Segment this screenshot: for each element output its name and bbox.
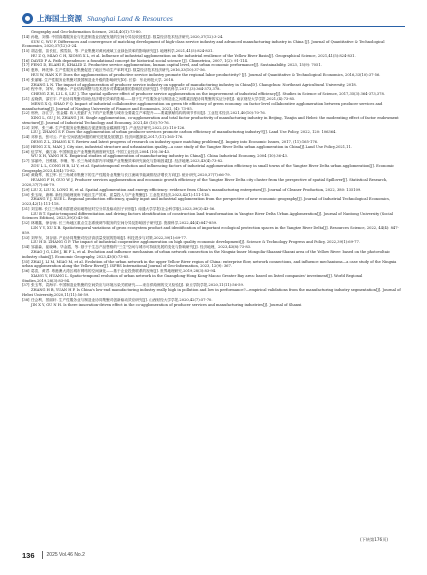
- reference-text: 程中华，刘军，李廉水. 产业结构调整与技术进步对雾霾减排的影响效应研究[J]. 中国软科学,2017,(3):364-373,378.: [31, 87, 221, 92]
- reference-text: 邹嘉森，崔晓峰，毕金霞，等. 基于于生态产品售格的"三生"空间与城市可持续发展的变化与影响研究[J]. 经济地理，2023,43(8):73-83.: [31, 245, 252, 250]
- reference-text: MENG X Q, SHAO F Q. Impact of industrial collaborative agglomeration on green tfe efficiency of green economy: on factor level collaborative agglomeration between producer services and manufacturing[J]. Journal of Nanjing University of Finance and Economics, 2021, (4): 73-85.: [22, 101, 383, 111]
- reference-text: 任会利，蔡丽轩. 生产性服务业与制造业协同集聚对创新驱动效应研究[J]. 山西财经大学学报,2020,42(7):57-70.: [31, 297, 213, 302]
- reference-number: [33]: [22, 235, 30, 240]
- footer-divider: [42, 551, 43, 559]
- reference-text: 刘宝琳. 长江三角城市群建设用地特征时空分异及驱动因子识别[J]. 南通大学学报(社会科学版),2023,39(3):43-56.: [31, 206, 216, 211]
- journal-logo-icon: [22, 13, 33, 24]
- reference-text: HENG Z X, MAN J. City size, industrial structure and urbanization quality—a case study of the Yangtze River Delta urban agglomeration in China[J].Land Use Policy,2021,11.: [31, 144, 352, 149]
- reference-number: [20]: [22, 87, 30, 92]
- reference-list: [22, 30, 405, 307]
- reference-text: ZHANG H B, YUAN H P. Is China's low-end manufacturing industry really high in pollution and low in performance?—empirical validations from the manufacturing industry segmentation[J]. Journal of Hebei University,2020,11(11):56-59.: [22, 288, 401, 297]
- reference-number: [18]: [22, 68, 30, 73]
- reference-entry: [22, 303, 405, 308]
- reference-text: FENG D, ELAHI E, KHALID Z. Productive service agglomeration, human capital level, and urban economic performance[J]. Sustainability, 2023, 15(9): 7051.: [31, 63, 322, 68]
- journal-title-cn: 上海国土资源: [37, 13, 82, 23]
- reference-text: 张玉琛，唐琳. 新经济地理视角下地区生产效率、质量投入与产业集聚[J]. 工业技术经济,2023,42(1):111-118.: [31, 192, 210, 197]
- reference-number: [19]: [22, 77, 30, 82]
- reference-number: [38]: [22, 297, 30, 302]
- reference-text: 惠炜，韩先锋. 生产性服务业集聚促进了地区劳动生产率吗?[J]. 数量经济技术经济研究,2016,33(10):37-56.: [31, 68, 206, 73]
- reference-entry: [22, 250, 405, 260]
- reference-text: LIU H D. ZHANG G P. The impact of industrial cooperative agglomeration on high quality economic development[J]. Science & Technology Progress and Policy, 2022,39(1):69-77.: [31, 240, 360, 245]
- reference-number: [21]: [22, 96, 30, 101]
- reference-number: [35]: [22, 259, 30, 264]
- reference-text: 邹丽玲，吕维娜，李珊，等. 长三角城市群内半城镇产业集聚效率研究演化与影响因素[J]. 经济地理,2023,43(4):73-82.: [31, 159, 224, 164]
- reference-entry: [22, 164, 405, 174]
- reference-entry: [22, 212, 405, 222]
- reference-entry: [22, 197, 405, 207]
- reference-text: 刘军，张三峰. 生产性服务业集聚能否促进制造业碳减排?[J]. 产业经济研究,2022,(3):110-126.: [31, 125, 186, 130]
- reference-text: 葛喜，黄君. 粤港澳大湾区城市网络的空间演化——基于企业投资联系的视角[J]. 世界地理研究,2019,28(3):83-94.: [31, 269, 217, 274]
- reference-text: CHENG Z H, LI L S, LIU J. The spatial spillover effect of producer service agglomeration on the improvement of industrial efficiency[J]. Studies in Science of Science, 2017,35(3):364-373,378.: [31, 92, 385, 97]
- reference-text: LIU Z, LIU X, LONG H, et al. Spatial agglomeration and energy efficiency: evidence from China's manufacturing enterprises[J]. Journal of Cleaner Production, 2022, 380: 135109.: [31, 187, 362, 192]
- reference-text: 张玉琴，袁海平. 中国制造业集聚的空间效应与环境污染关联研究——来自供给侧的交叉检验[J]. 商丘学院学报,2020,11(11):56-59.: [31, 283, 244, 288]
- reference-number: [14]: [22, 34, 30, 39]
- reference-text: ZHANG Y J, XUE L. Regional production efficiency, quality input and industrial agglomeration from the perspective of new economic geography[J]. Journal of Industrial Technological Economics, 2023,42(1):111-118.: [22, 197, 391, 207]
- page-footer: [22, 548, 405, 562]
- reference-entry: [22, 178, 405, 188]
- reference-text: DENG Z L, ZHANG K Y. Review and latest progress of research on industry space matching problems[J]. Inquiry into Economic Issues, 2017, (11):165-176.: [31, 139, 319, 144]
- reference-text: 邓仲良，张可云. 产业-空间匹配问题的研究进展及展望[J]. 经济问题探索,2017,(11):165-176.: [31, 135, 184, 140]
- reference-text: WU X H, YANG H X. Empirical studies of agglomeration of manufacturing industry in China[J]. China Industrial Economy, 2004 (10):36-43.: [31, 154, 288, 159]
- reference-text: 伍学军，谢江南. 中国制造业产业集聚的测度研究[J]. 中国工业经济,2004 (10):36-43.: [31, 149, 171, 154]
- reference-text: ZHANG L N. The impact of agglomeration of producer service industry on upgrade of manufacturing industry in China[D]. Changchun: Northeast Agricultural University, 2018.: [31, 82, 357, 87]
- reference-text: LIU J, ZHANG S F. Does the agglomeration of urban producer services promote carbon efficiency of manufacturing industry?[J]. Land Use Policy, 2022, 120: 106364.: [31, 130, 337, 135]
- reference-number: [27]: [22, 159, 30, 164]
- reference-number: [24]: [22, 135, 30, 140]
- reference-text: DAVID P A. Path dependence: a foundational concept for historical social science [J]. Cliometrica, 2007, 1(2): 91-114.: [31, 58, 249, 63]
- reference-number: [22]: [22, 111, 30, 116]
- reference-number: [26]: [22, 149, 30, 154]
- reference-text: 张丽娜. 生产性服务业集聚对我国制造业升级的影响研究[D]. 长春：东北师范大学, 2018.: [31, 77, 175, 82]
- header-divider: [22, 26, 405, 27]
- reference-entry: [22, 260, 405, 270]
- reference-text: 邢伶，谷江宁，张金耀. 收入差距扩大下的产业集聚与城市全要素生产率提升——要素禀赋结构的调节作用[J]. 工业技术经济,2021,40(10):70-76.: [31, 111, 266, 116]
- page-header: [22, 10, 405, 26]
- reference-text: 胡志强，苗长虹，熊雪如，等. 产业集聚对黄河流域工业绿色效率的影响研究[J]. 地理科学,2021,41(5):824-831.: [31, 49, 214, 54]
- continuation-note: (下转第176页): [360, 537, 389, 542]
- reference-text: XIANG Y, HUANG L. Spatio-temporal evolution of urban network in the Guangdong-Hong Kong-Macao Greater Bay area: based on listed companies' investment[J]. World Regional Studies,2019,28(3):83-94.: [22, 273, 363, 283]
- reference-number: [23]: [22, 125, 30, 130]
- reference-text: HUANG F H, GUO W J. Producer services agglomeration and economic growth efficiency of the Yangtze River Delta city cluster from the perspective of spatial Spillover[J]. Statistical Research, 2020,37(7):66-79.: [22, 178, 388, 187]
- issue-info: 2025 Vol.46 No.2: [46, 552, 85, 558]
- journal-title-en: Shanghai Land & Resources: [87, 13, 173, 23]
- reference-text: 林瑾鑫，徐谷雨. 长三角地区重点生态系统调节服务的空间分异及影响因子研究[J]. 资源科学,2022,44(4):847-859.: [31, 221, 218, 226]
- reference-text: 孟晓倩，邵宏宇. 产业协同集聚对绿色经济增长效率的影响——基于生产性服务业与制造业之间要素匹配协同集聚的实证分析[J]. 南京财经大学学报,2021,(4):73-85.: [31, 96, 296, 101]
- reference-number: [30]: [22, 192, 30, 197]
- reference-entry: [22, 274, 405, 284]
- reference-text: 孙艳，刘倩. 中国高端服务业与先进制造业匹配发展的空间分异及收敛性[J]. 数量经济技术经济研究,2020,37(12):3-24.: [31, 34, 224, 39]
- reference-text: ZHAO J G, LIM J, BI F L, et al. Evolution and influence mechanism of urban network connection in the Ningxia-Inner Mongolia-Shaanxi-Shanxi area of the Yellow River: based on the photovoltaic industry chain[J]. Economic Geography, 2023,43(8):73-85.: [22, 249, 391, 259]
- reference-number: [34]: [22, 245, 30, 250]
- reference-entry: [22, 102, 405, 112]
- reference-number: [29]: [22, 187, 30, 192]
- reference-number: [28]: [22, 173, 30, 178]
- reference-number: [16]: [22, 58, 30, 63]
- reference-entry: [22, 288, 405, 298]
- reference-text: LIU B T. Spatio-temporal differentiation and driving factors identification of construction land transformation in Yangtze River Delta Urban Agglomeration[J]. Journal of Nantong University (Social Sciences Edition), 2023,39(3):43-56.: [22, 211, 393, 221]
- reference-text: ZOU L L, CONG H B, LI Y, et al. Spatiotemporal evolution and influencing factors of industrial agglomeration efficiency in small towns of the Yangtze River Delta urban agglomeration[J]. Economic Geography,2023,43(4):73-82.: [22, 163, 395, 173]
- reference-number: [25]: [22, 144, 30, 149]
- reference-text: JIN X Y, GU N H. Is there innovation-driven effect in the co-agglomeration of producer services and manufacturing industries[J]. Journal of Shanxi: [31, 302, 302, 307]
- reference-number: [36]: [22, 269, 30, 274]
- reference-entry: [22, 226, 405, 236]
- reference-number: [15]: [22, 49, 30, 54]
- reference-number: [37]: [22, 283, 30, 288]
- reference-text: HU Z Q, MIAO C H, XIONG X L, et al. Influence of industrial agglomeration on the industrial resilience of the Yellow River Basin[J]. Geographical Science, 2021,41(5):824-831.: [31, 53, 356, 58]
- reference-text: LIN Y Y, XU X B. Spatiotemporal variations of gross ecosystem product and identification of important ecological protection spaces in the Yangtze River Delta[J]. Resources Science, 2022, 44(4): 847-859.: [22, 226, 399, 235]
- reference-text: Geography and Geo-Information Science, 2024,40(1):73-80.: [31, 30, 142, 34]
- reference-text: 刘华东，刘谷朋. 产业协同集聚对经济高质量发展的影响[J]. 科技进步与对策,2022,39(1):69-77.: [31, 235, 188, 240]
- reference-number: [32]: [22, 221, 30, 226]
- reference-number: [31]: [22, 206, 30, 211]
- reference-text: XING L, GU J N, ZHANG J H. Single agglomeration, co-agglomeration and total factor productivity of manufacturing industry in Beijing, Tianjin and Hebei: the moderating effect of factor endowment structure[J]. Journal of Industrial Technology and Economy, 2021,40 (10):70-76.: [22, 116, 399, 125]
- page-number: 136: [22, 550, 35, 560]
- reference-entry: [22, 40, 405, 50]
- reference-text: HUI W, HAN X F. Does the agglomeration of productive service industry promote the regional labor productivity? [J]. Journal of Quantitative & Technological Economics, 2016,33(10):37-56.: [31, 73, 381, 78]
- reference-text: ZHAI J, LI M, MIAO M, et al. Evolution of the urban network in the upper Yellow River region of China: enterprise flow, network connections, and influence mechanisms—a case study of the Ningxia urban agglomeration along the Yellow River[J]. ISPRS International Journal of Geo-Information, 2023, 12(9): 367.: [22, 259, 397, 269]
- reference-entry: [22, 116, 405, 126]
- reference-number: [17]: [22, 63, 30, 68]
- reference-text: SUN C, WU F. Differences and convergence of matching development of high-class service industry and advanced manufacturing industry in China [J]. Journal of Quantitative & Technological Economics, 2020,37(12):3-24.: [22, 39, 385, 49]
- reference-text: 黄晓琴，郭卫军. 长三角城市集聚下的生产性服务业集聚与长江流域节能减排经济增长方向[J]. 统计研究,2020,37(7):66-79.: [31, 173, 231, 178]
